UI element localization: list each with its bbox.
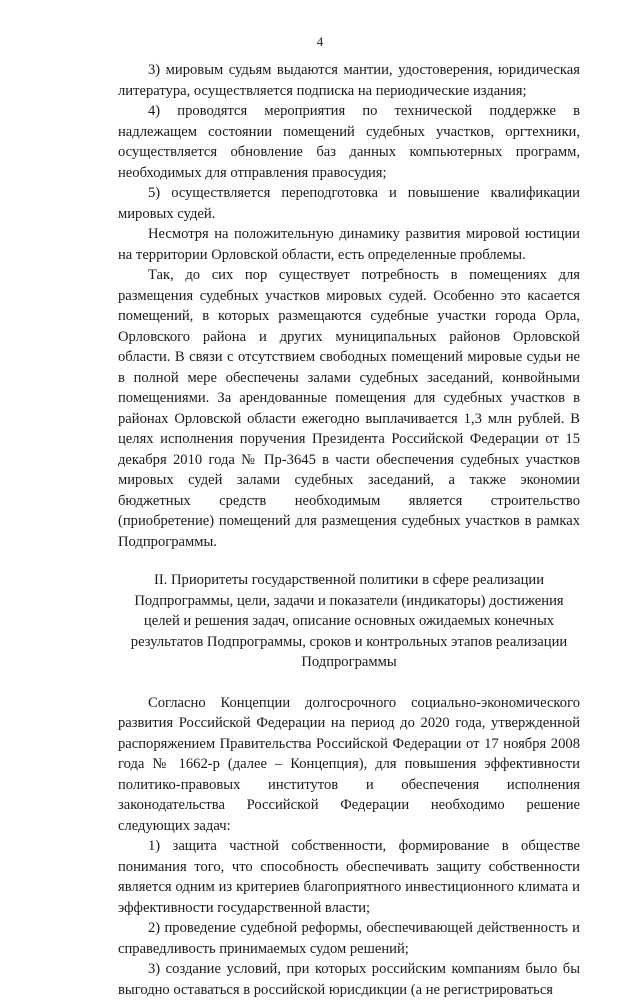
paragraph: 2) проведение судебной реформы, обеспечивающей действенность и справедливость принимаемых судом решений;: [118, 920, 580, 957]
paragraph: Так, до сих пор существует потребность в помещениях для размещения судебных участков мировых судей. Особенно это касается помещений, в которых размещаются судебные участки города Орла, Орловского района и других муниципальных районов Орловской области. В связи с отсутствием свободных помещений мировые судьи не в полной мере обеспечены залами судебных заседаний, конвойными помещениями. За арендованные помещения для судебных участков в районах Орловской области ежегодно выплачивается 1,3 млн рублей. В целях исполнения поручения Президента Российской Федерации от 15 декабря 2010 года № Пр-3645 в части обеспечения судебных участков мировых судей залами судебных заседаний, а также экономии бюджетных средств необходимым является строительство (приобретение) помещений для размещения судебных участков в рамках Подпрограммы.: [118, 267, 580, 550]
paragraph: 1) защита частной собственности, формирование в обществе понимания того, что способность обеспечивать защиту собственности является одним из критериев благоприятного инвестиционного климата и эффективности государственной власти;: [118, 838, 580, 916]
page-number: 4: [316, 34, 324, 49]
paragraph: Согласно Концепции долгосрочного социально-экономического развития Российской Федерации на период до 2020 года, утвержденной распоряжением Правительства Российской Федерации от 17 ноября 2008 года № 1662-р (далее – Концепция), для повышения эффективности политико-правовых институтов и обеспечения исполнения законодательства Российской Федерации необходимо решение следующих задач:: [118, 694, 580, 834]
paragraph: Несмотря на положительную динамику развития мировой юстиции на территории Орловской области, есть определенные проблемы.: [118, 226, 580, 263]
paragraph: 3) мировым судьям выдаются мантии, удостоверения, юридическая литература, осуществляется подписка на периодические издания;: [118, 62, 580, 99]
paragraph: 4) проводятся мероприятия по технической поддержке в надлежащем состоянии помещений судебных участков, оргтехники, осуществляется обновление баз данных компьютерных программ, необходимых для отправления правосудия;: [118, 103, 580, 181]
paragraph: 5) осуществляется переподготовка и повышение квалификации мировых судей.: [118, 185, 580, 222]
document-body: [118, 60, 580, 1000]
section-heading: II. Приоритеты государственной политики в сфере реализации Подпрограммы, цели, задачи и показатели (индикаторы) достижения целей и решения задач, описание основных ожидаемых конечных результатов Подпрограммы, сроков и контрольных этапов реализации Подпрограммы: [130, 572, 568, 670]
paragraph: 3) создание условий, при которых российским компаниям было бы выгодно оставаться в российской юрисдикции (а не регистрироваться: [118, 961, 580, 998]
